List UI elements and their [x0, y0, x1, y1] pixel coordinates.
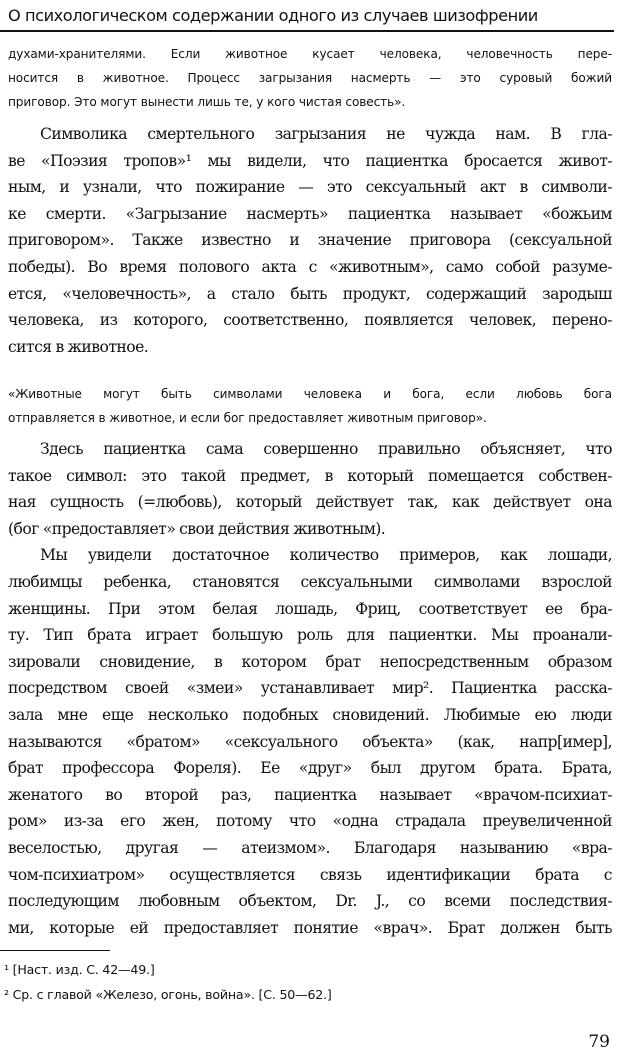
text-line: победы). Во время полового акта с «животным», само собой разуме- — [8, 257, 612, 276]
text-line: человека, из которого, соответственно, появляется человек, перено- — [8, 311, 612, 330]
header-rule — [0, 30, 614, 32]
quote-block-animals — [8, 382, 612, 430]
text-line: называются «братом» «сексуального объекта» (как, напр[имер], — [8, 732, 612, 751]
text-line: последующим любовным объектом, Dr. J., со всеми последствия- — [8, 892, 612, 911]
text-line: сится в животное. — [8, 337, 149, 356]
paragraphs-symbol-explanation — [8, 436, 612, 941]
text-line: ная сущность (=любовь), который действует так, как действует она — [8, 493, 612, 512]
text-line: зировали сновидение, в котором брат непосредственным образом — [8, 652, 612, 671]
quote-line: «Животные могут быть символами человека и бога, если любовь бога — [8, 387, 612, 401]
quote-block-continued — [8, 42, 612, 114]
text-line: веселостью, другая — атеизмом». Благодаря называнию «вра- — [8, 838, 612, 857]
text-line: ве «Поэзия тропов»¹ мы видели, что пациентка бросается живот- — [8, 151, 612, 170]
text-line: зала мне еще несколько подобных сновидений. Любимые ею люди — [8, 705, 612, 724]
text-line: (бог «предоставляет» свои действия животным). — [8, 519, 386, 538]
text-line: ным, и узнали, что пожирание — это сексуальный акт в символи- — [8, 178, 612, 197]
text-line: брат профессора Фореля). Ее «друг» был другом брата. Брата, — [8, 759, 612, 778]
page-number: 79 — [588, 1032, 610, 1052]
quote-line: носится в животное. Процесс загрызания насмерть — это суровый божий — [8, 71, 612, 85]
text-line: посредством своей «змеи» устанавливает мир². Пациентка расска- — [8, 679, 612, 698]
paragraph-symbolism — [8, 121, 612, 360]
text-line: ту. Тип брата играет большую роль для пациентки. Мы проанали- — [8, 626, 612, 645]
running-head: О психологическом содержании одного из случаев шизофрении — [8, 6, 538, 25]
footnote-1: ¹ [Наст. изд. С. 42—49.] — [4, 962, 155, 977]
text-line: Символика смертельного загрызания не чужда нам. В гла- — [40, 125, 612, 143]
text-line: Мы увидели достаточное количество примеров, как лошади, — [40, 546, 612, 565]
text-line: любимцы ребенка, становятся сексуальными символами взрослой — [8, 572, 612, 591]
footnote-2: ² Ср. с главой «Железо, огонь, война». [С. 50—62.] — [4, 987, 332, 1002]
text-line: чом-психиатром» осуществляется связь идентификации брата с — [8, 865, 612, 884]
text-line: женатого во второй раз, пациентка называет «врачом-психиат- — [8, 785, 612, 804]
text-line: ке смерти. «Загрызание насмерть» пациентка называет «божьим — [8, 204, 612, 223]
quote-line: духами-хранителями. Если животное кусает человека, человечность пере- — [8, 47, 612, 61]
quote-line: приговор. Это могут вынести лишь те, у кого чистая совесть». — [8, 95, 406, 109]
footnote-rule — [0, 950, 110, 951]
text-line: ется, «человечность», а стало быть продукт, содержащий зародыш — [8, 284, 612, 303]
text-line: такое символ: это такой предмет, в который помещается собствен- — [8, 466, 612, 485]
quote-line: отправляется в животное, и если бог предоставляет животным приговор». — [8, 411, 487, 425]
text-line: женщины. При этом белая лошадь, Фриц, соответствует ее бра- — [8, 599, 612, 618]
text-line: приговором». Также известно и значение приговора (сексуальной — [8, 231, 612, 250]
text-line: ром» из-за его жен, потому что «одна страдала преувеличенной — [8, 812, 612, 831]
text-line: ми, которые ей предоставляет понятие «врач». Брат должен быть — [8, 918, 612, 937]
text-line: Здесь пациентка сама совершенно правильно объясняет, что — [40, 440, 612, 458]
